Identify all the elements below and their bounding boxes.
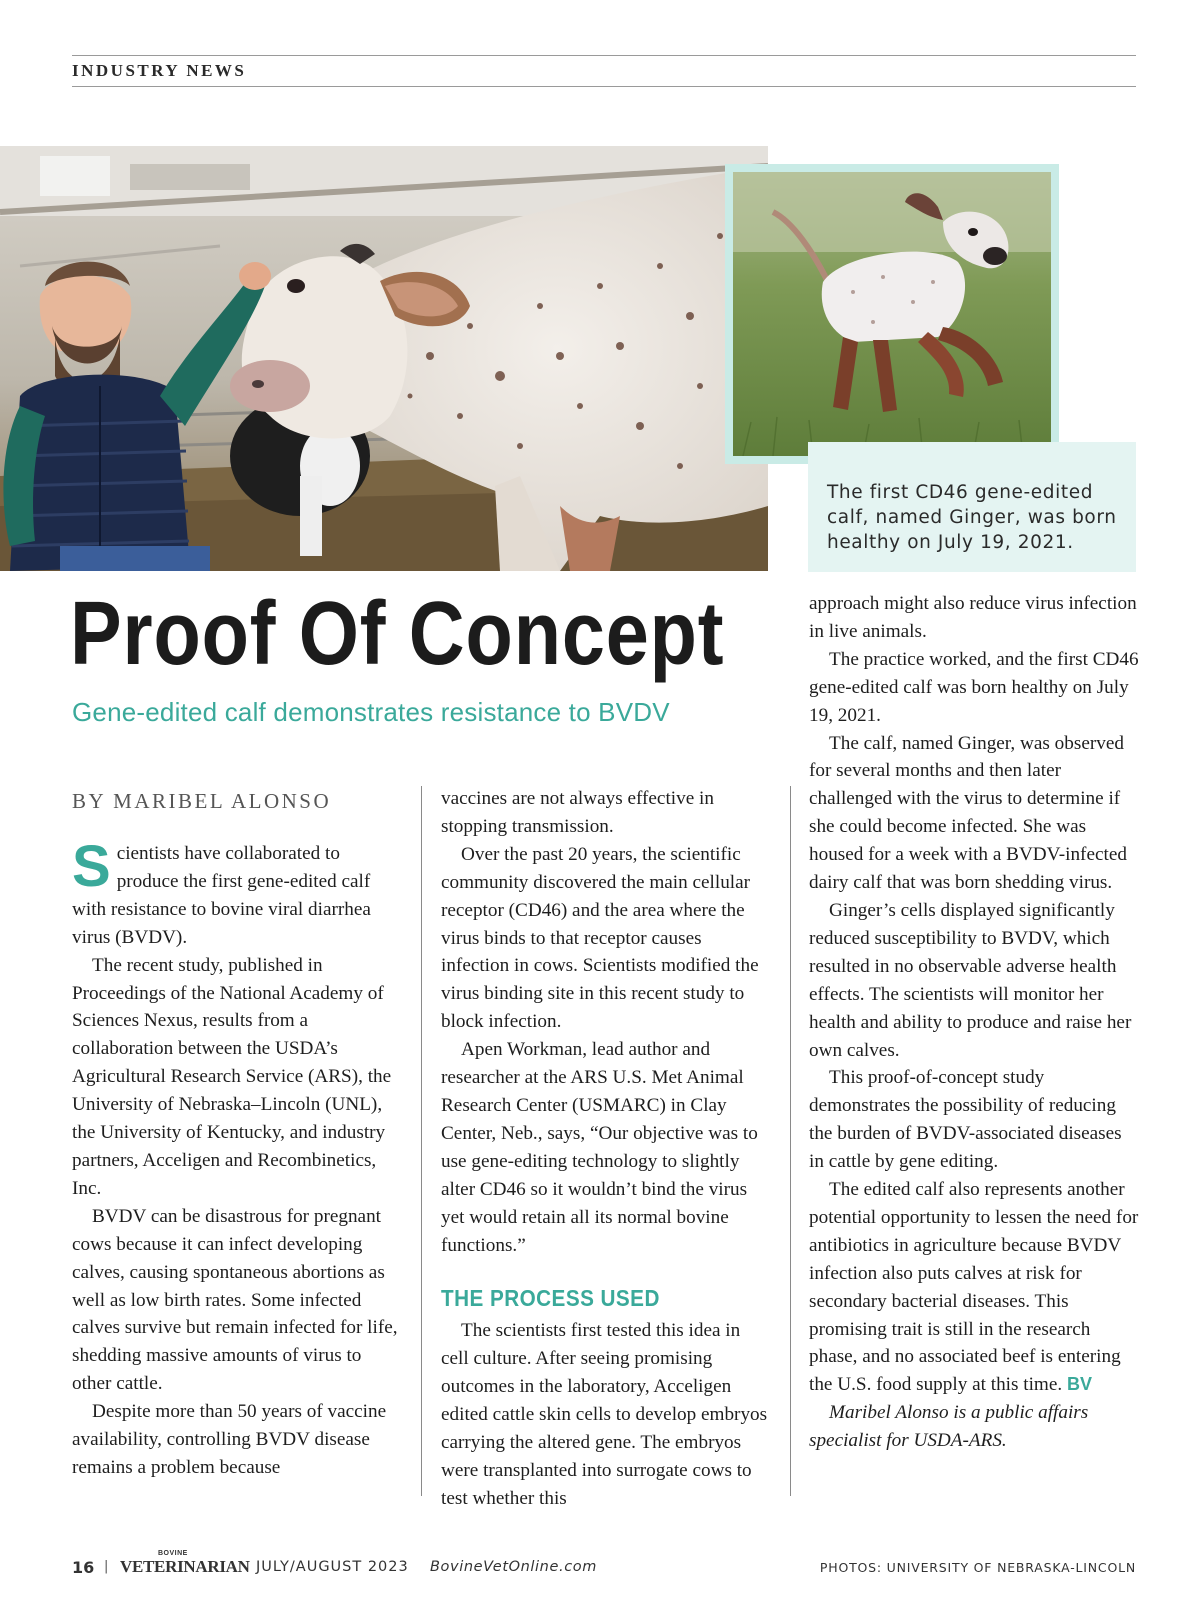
magazine-logo: BOVINE VETERINARIAN [120, 1550, 250, 1576]
paragraph: The recent study, published in Proceedings of the National Academy of Sciences Nexus, results from a collaboration between the USDA’s Agricultural Research Service (ARS), the University of Nebraska–Lincoln (UNL), the University of Kentucky, and industry partners, Acceligen and Recombinetics, Inc. [72, 954, 392, 1199]
article-column-1 [72, 834, 404, 1482]
byline: BY MARIBEL ALONSO [72, 789, 332, 813]
headline: Proof Of Concept [70, 584, 725, 684]
paragraph: This proof-of-concept study demonstrates the possibility of reducing the burden of BVDV-associated diseases in cattle by gene editing. [809, 1067, 1122, 1173]
article-column-2 [441, 785, 771, 1513]
photo-credit: PHOTOS: UNIVERSITY OF NEBRASKA-LINCOLN [819, 1560, 1136, 1575]
author-note: Maribel Alonso is a public affairs specialist for USDA-ARS. [809, 1402, 1089, 1452]
website-link[interactable]: BovineVetOnline.com [430, 1559, 597, 1575]
column-divider-1 [421, 786, 422, 1496]
end-mark: BV [1066, 1374, 1092, 1395]
paragraph: The calf, named Ginger, was observed for several months and then later challenged with the virus to determine if she could become infected. She was housed for a week with a BVDV-infected dairy calf that was born shedding virus. [809, 732, 1127, 894]
header-bottom-rule [72, 86, 1136, 87]
page-number: 16 [72, 1558, 95, 1577]
paragraph: Over the past 20 years, the scientific community discovered the main cellular receptor (CD46) and the area where the virus binds to that receptor causes infection in cows. Scientists modified the virus binding site in this recent study to block infection. [441, 843, 759, 1033]
drop-cap: S [72, 834, 111, 899]
main-photo-researcher-with-cow [0, 146, 768, 571]
page-footer [72, 1550, 1136, 1582]
paragraph: Despite more than 50 years of vaccine availability, controlling BVDV disease remains a problem because [72, 1401, 387, 1478]
section-label: INDUSTRY NEWS [72, 61, 247, 80]
paragraph: Apen Workman, lead author and researcher at the ARS U.S. Met Animal Research Center (USMARC) in Clay Center, Neb., says, “Our objective was to use gene-editing technology to slightly alter CD46 so it wouldn’t bind the virus yet would retain all its normal bovine functions.” [441, 1039, 758, 1256]
paragraph: Ginger’s cells displayed significantly reduced susceptibility to BVDV, which resulted in no observable adverse health effects. The scientists will monitor her health and ability to produce and raise her own calves. [809, 899, 1132, 1061]
paragraph: BVDV can be disastrous for pregnant cows because it can infect developing calves, causing spontaneous abortions as well as low birth rates. Some infected calves survive but remain infected for life, shedding massive amounts of virus to other cattle. [72, 1205, 398, 1395]
inset-caption: The first CD46 gene-edited calf, named Ginger, was born healthy on July 19, 2021. [808, 442, 1136, 572]
paragraph: The practice worked, and the first CD46 gene-edited calf was born healthy on July 19, 2021. [809, 648, 1139, 726]
paragraph: vaccines are not always effective in stopping transmission. [441, 788, 714, 837]
paragraph: The scientists first tested this idea in cell culture. After seeing promising outcomes in the laboratory, Acceligen edited cattle skin cells to develop embryos carrying the altered gene. The embryos were transplanted into surrogate cows to test whether this [441, 1320, 768, 1509]
section-heading: THE PROCESS USED [441, 1285, 660, 1312]
paragraph: Scientists have collaborated to produce the first gene-edited calf with resistance to bovine viral diarrhea virus (BVDV). [72, 834, 371, 948]
paragraph: approach might also reduce virus infection in live animals. [809, 593, 1137, 642]
paragraph: The edited calf also represents another potential opportunity to lessen the need for antibiotics in agriculture because BVDV infection also puts calves at risk for secondary bacterial diseases. This promising trait is still in the research phase, and no associated beef is entering the U.S. food supply at this time. BV [809, 1179, 1139, 1396]
inset-photo-frame [725, 164, 1059, 464]
column-divider-2 [790, 786, 791, 1496]
article-column-3 [809, 590, 1141, 1455]
issue-date: JULY/AUGUST 2023 [256, 1559, 409, 1575]
subheadline: Gene-edited calf demonstrates resistance to BVDV [72, 697, 670, 727]
footer-separator: | [104, 1559, 109, 1574]
top-rule [72, 55, 1136, 56]
inset-photo-calf-ginger [733, 172, 1051, 456]
